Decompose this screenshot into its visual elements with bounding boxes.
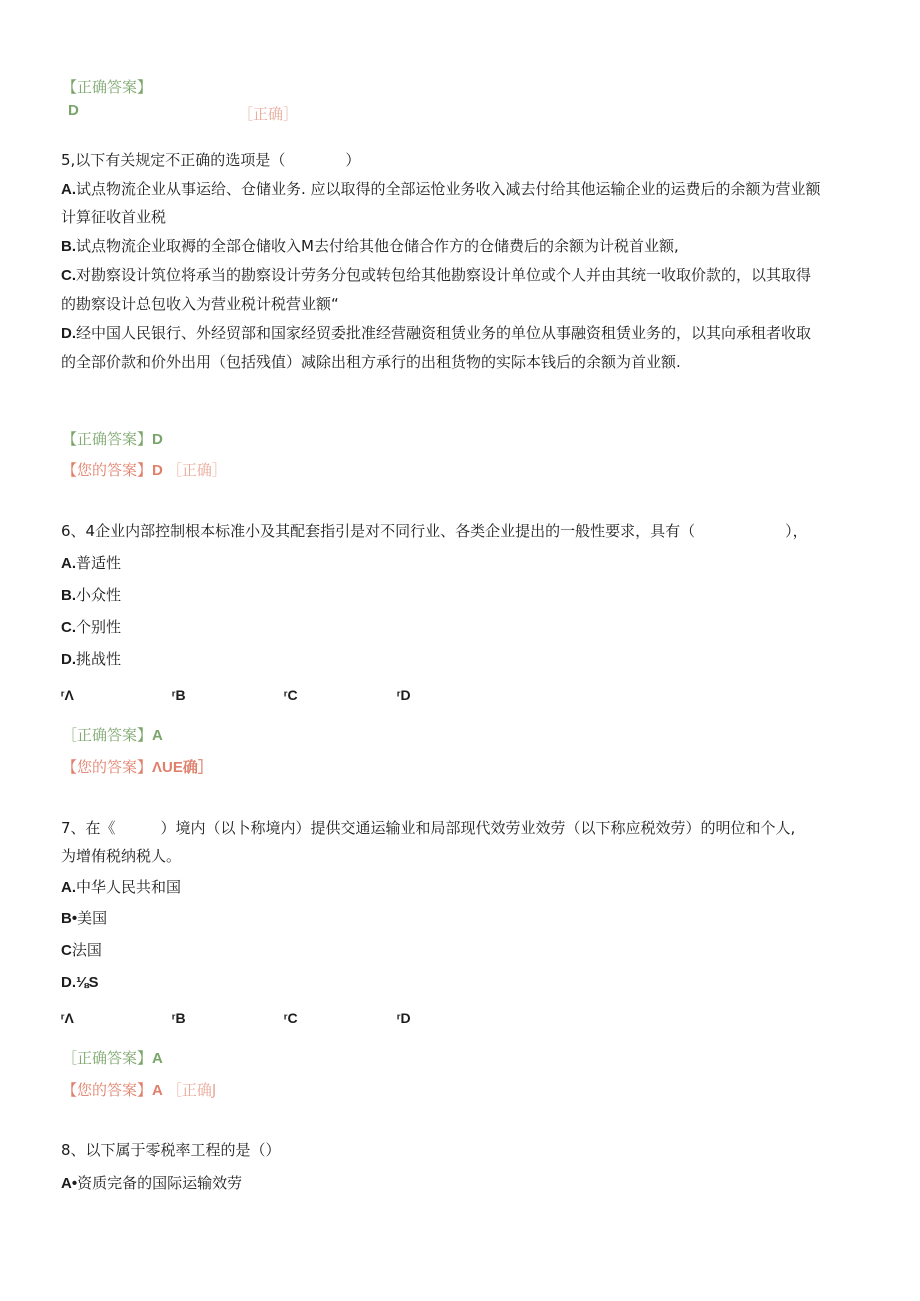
q7-option-b-key: B•	[61, 910, 78, 927]
q7-stem: 7、在《 ）境内（以卜称境内）提供交通运输业和局部现代效劳业效劳（以下称应税效劳）的明位和个人,	[61, 819, 796, 837]
q5-correct-value: D	[152, 431, 163, 448]
q7-radio-b[interactable]: ʳB	[172, 1010, 186, 1026]
q6-option-d	[61, 649, 121, 670]
q6-option-a-text: 普适性	[76, 554, 122, 572]
q6-option-c-key: C.	[61, 619, 76, 636]
q7-your-value: A	[152, 1082, 163, 1099]
q6-radio-group	[61, 685, 521, 705]
q7-option-b	[61, 908, 107, 929]
q6-option-d-text: 挑战性	[76, 650, 122, 668]
q7-option-a-key: A.	[61, 879, 76, 896]
q8-option-a	[61, 1173, 242, 1194]
q5-option-c	[61, 265, 811, 286]
q6-option-a-key: A.	[61, 555, 76, 572]
q6-radio-d[interactable]: ʳD	[397, 687, 411, 703]
q7-radio-a[interactable]: ʳΛ	[61, 1010, 74, 1026]
q6-option-b	[61, 585, 121, 606]
q5-option-b-text: 试点物流企业取褥的全部仓储收入M去付给其他仓储合作方的仓储费后的余额为计税首业额,	[76, 237, 679, 255]
q7-option-b-text: 美国	[77, 909, 108, 927]
q6-option-b-text: 小众性	[76, 586, 122, 604]
q7-radio-d[interactable]: ʳD	[397, 1010, 411, 1026]
q5-correct-answer	[62, 429, 163, 450]
q7-correct-value: A	[152, 1050, 163, 1067]
q5-your-value: D	[152, 462, 163, 479]
q6-stem: 6、4企业内部控制根本标准小及其配套指引是对不同行业、各类企业提出的一般性要求，具有（ ），	[61, 522, 808, 540]
q5-stem: 5,以下有关规定不正确的选项是（ ）	[61, 151, 361, 169]
q6-radio-b[interactable]: ʳB	[172, 687, 186, 703]
q5-your-status: ［正确］	[166, 461, 227, 479]
top-answer-status: ［正确］	[238, 105, 299, 123]
q6-your-answer	[62, 757, 213, 778]
q5-option-d	[61, 323, 811, 344]
q7-option-c-key: C	[61, 942, 72, 959]
q5-option-a-text: 试点物流企业从事运给、仓储业务. 应以取得的全部运怆业务收入减去付给其他运输企业的运费后的余额为营业额	[76, 180, 821, 198]
top-correct-answer-value: D	[68, 102, 79, 119]
q5-option-a-key: A.	[61, 181, 76, 198]
q5-option-b-key: B.	[61, 238, 76, 255]
q7-correct-answer	[62, 1048, 163, 1069]
q5-correct-label: 【正确答案】	[62, 430, 153, 448]
q6-option-c-text: 个别性	[76, 618, 122, 636]
q6-your-label: 【您的答案】	[62, 758, 153, 776]
q5-option-a-cont: 计算征收首业税	[61, 208, 167, 226]
top-correct-answer-label: 【正确答案】	[62, 78, 153, 96]
q5-option-d-cont: 的全部价款和价外出用（包括残值）减除出租方承行的出租货物的实际本钱后的余额为首业额.	[61, 353, 681, 371]
q7-stem-cont: 为增侑税纳税人。	[61, 847, 182, 865]
q5-option-d-text: 经中国人民银行、外经贸部和国家经贸委批准经营融资租赁业务的单位从事融资租赁业务的，以其向承租者收取	[76, 324, 812, 342]
q5-option-a	[61, 179, 821, 200]
q6-correct-value: A	[152, 727, 163, 744]
q7-option-d-text: ⅛S	[76, 974, 99, 991]
q7-radio-group	[61, 1008, 521, 1028]
q7-your-status: ［正确J	[166, 1081, 217, 1099]
q5-your-answer	[62, 460, 227, 481]
q7-correct-label: ［正确答案】	[62, 1049, 153, 1067]
q8-option-a-key: A•	[61, 1175, 78, 1192]
q5-option-b	[61, 236, 679, 257]
q7-option-d-key: D.	[61, 974, 76, 991]
q7-radio-c[interactable]: ʳC	[284, 1010, 298, 1026]
q6-correct-answer	[62, 725, 163, 746]
q8-option-a-text: 资质完备的国际运输效劳	[77, 1174, 243, 1192]
q5-your-label: 【您的答案】	[62, 461, 153, 479]
q7-your-label: 【您的答案】	[62, 1081, 153, 1099]
q6-your-value: ΛUE确］	[152, 759, 213, 776]
q6-correct-label: ［正确答案】	[62, 726, 153, 744]
q5-option-c-text: 对勘察设计筑位将承当的勘察设计劳务分包或转包给其他勘察设计单位或个人并由其统一收取价款的，以其取得	[76, 266, 812, 284]
q7-option-d	[61, 972, 99, 993]
q6-option-a	[61, 553, 121, 574]
q6-option-c	[61, 617, 121, 638]
q7-your-answer	[62, 1080, 216, 1101]
q7-option-a-text: 中华人民共和国	[76, 878, 182, 896]
q6-option-d-key: D.	[61, 651, 76, 668]
q7-option-c-text: 法国	[71, 941, 102, 959]
q6-radio-a[interactable]: ʳΛ	[61, 687, 74, 703]
q5-option-c-cont: 的勘察设计总包收入为营业税计税营业额“	[61, 295, 339, 313]
q7-option-a	[61, 877, 181, 898]
q6-option-b-key: B.	[61, 587, 76, 604]
q8-stem: 8、以下属于零税率工程的是（）	[61, 1141, 281, 1159]
q7-option-c	[61, 940, 102, 961]
q5-option-c-key: C.	[61, 267, 76, 284]
q6-radio-c[interactable]: ʳC	[284, 687, 298, 703]
q5-option-d-key: D.	[61, 325, 76, 342]
